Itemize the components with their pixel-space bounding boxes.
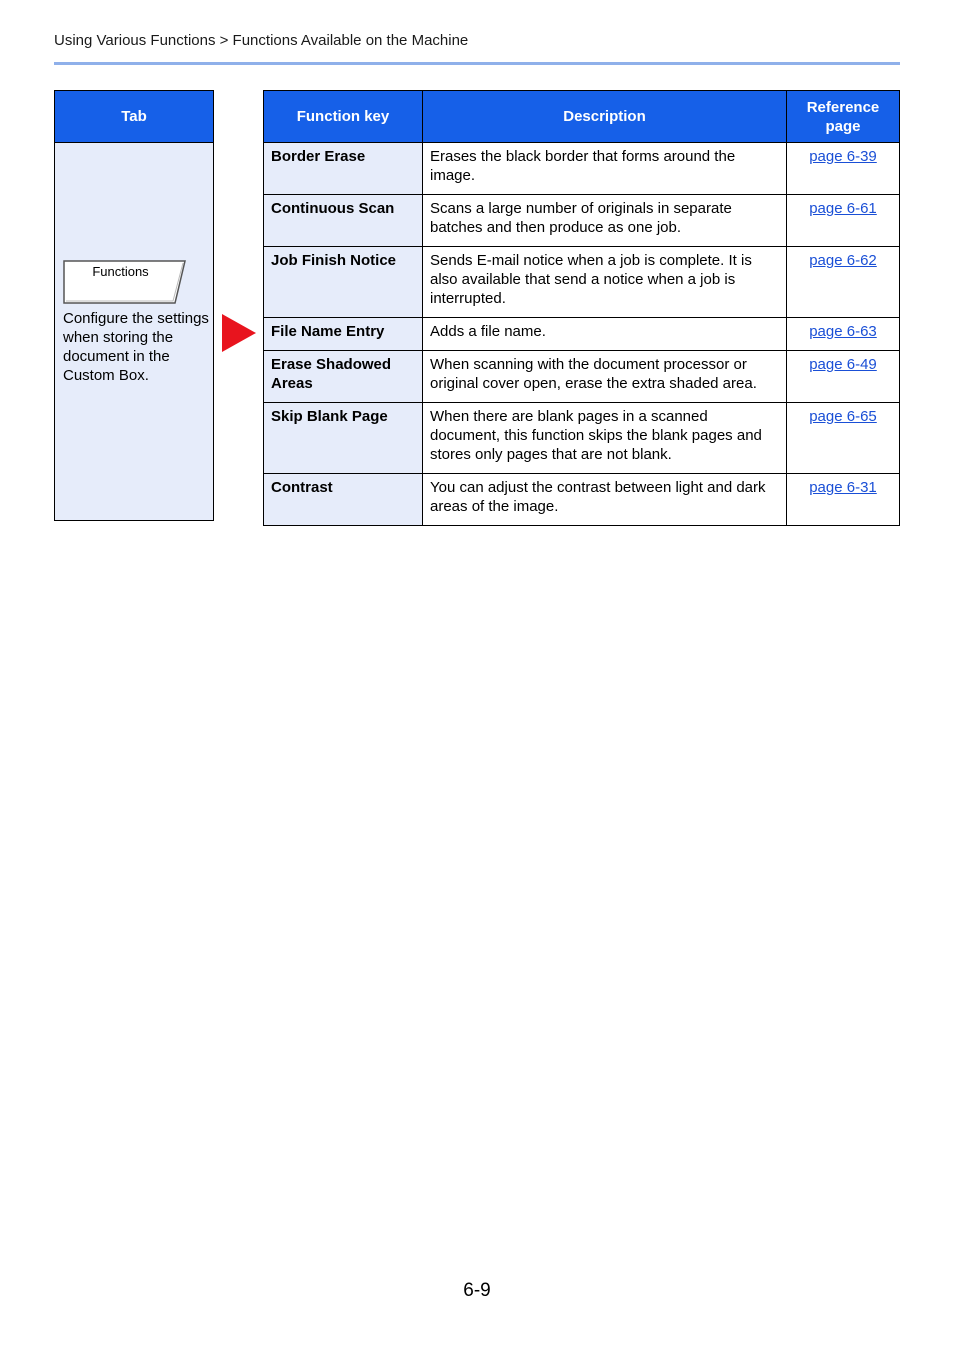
reference-link[interactable]: page 6-65: [809, 408, 877, 425]
description-cell: When there are blank pages in a scanned document, this function skips the blank pages and stores only pages that are not blank.: [423, 403, 787, 474]
functions-tab-button[interactable]: [63, 260, 187, 304]
description-cell: Scans a large number of originals in separate batches and then produce as one job.: [423, 195, 787, 247]
function-key-cell: Skip Blank Page: [264, 403, 423, 474]
function-key-cell: File Name Entry: [264, 318, 423, 351]
page-number: 6-9: [463, 1280, 491, 1301]
reference-cell: [787, 351, 900, 403]
reference-link[interactable]: page 6-63: [809, 323, 877, 340]
tab-header: Tab: [55, 91, 213, 143]
reference-link[interactable]: page 6-62: [809, 252, 877, 269]
header-divider: [54, 62, 900, 65]
tab-panel: [54, 90, 214, 521]
description-cell: You can adjust the contrast between light and dark areas of the image.: [423, 474, 787, 526]
reference-cell: [787, 474, 900, 526]
reference-link[interactable]: page 6-49: [809, 356, 877, 373]
breadcrumb: Using Various Functions > Functions Available on the Machine: [54, 32, 469, 49]
description-cell: Erases the black border that forms around the image.: [423, 143, 787, 195]
function-key-cell: Contrast: [264, 474, 423, 526]
functions-table: [263, 90, 900, 526]
table-row: [264, 351, 900, 403]
table-row: [264, 318, 900, 351]
table-row: [264, 195, 900, 247]
reference-cell: [787, 403, 900, 474]
reference-link[interactable]: page 6-31: [809, 479, 877, 496]
table-row: [264, 474, 900, 526]
description-cell: Sends E-mail notice when a job is complete. It is also available that send a notice when a job is interrupted.: [423, 247, 787, 318]
table-header-row: [264, 91, 900, 143]
description-cell: Adds a file name.: [423, 318, 787, 351]
description-header: Description: [423, 91, 787, 143]
pointer-arrow-icon: [221, 314, 257, 354]
description-cell: When scanning with the document processor or original cover open, erase the extra shaded area.: [423, 351, 787, 403]
function-key-cell: Erase Shadowed Areas: [264, 351, 423, 403]
reference-cell: [787, 195, 900, 247]
function-key-header: Function key: [264, 91, 423, 143]
function-key-cell: Job Finish Notice: [264, 247, 423, 318]
table-row: [264, 247, 900, 318]
functions-tab-label: Functions: [92, 264, 149, 279]
reference-link[interactable]: page 6-39: [809, 148, 877, 165]
function-key-cell: Continuous Scan: [264, 195, 423, 247]
reference-link[interactable]: page 6-61: [809, 200, 877, 217]
tab-description: Configure the settings when storing the document in the Custom Box.: [63, 310, 209, 384]
table-row: [264, 143, 900, 195]
reference-cell: [787, 318, 900, 351]
table-row: [264, 403, 900, 474]
reference-header: Reference page: [787, 91, 900, 143]
function-key-cell: Border Erase: [264, 143, 423, 195]
reference-cell: [787, 247, 900, 318]
reference-cell: [787, 143, 900, 195]
